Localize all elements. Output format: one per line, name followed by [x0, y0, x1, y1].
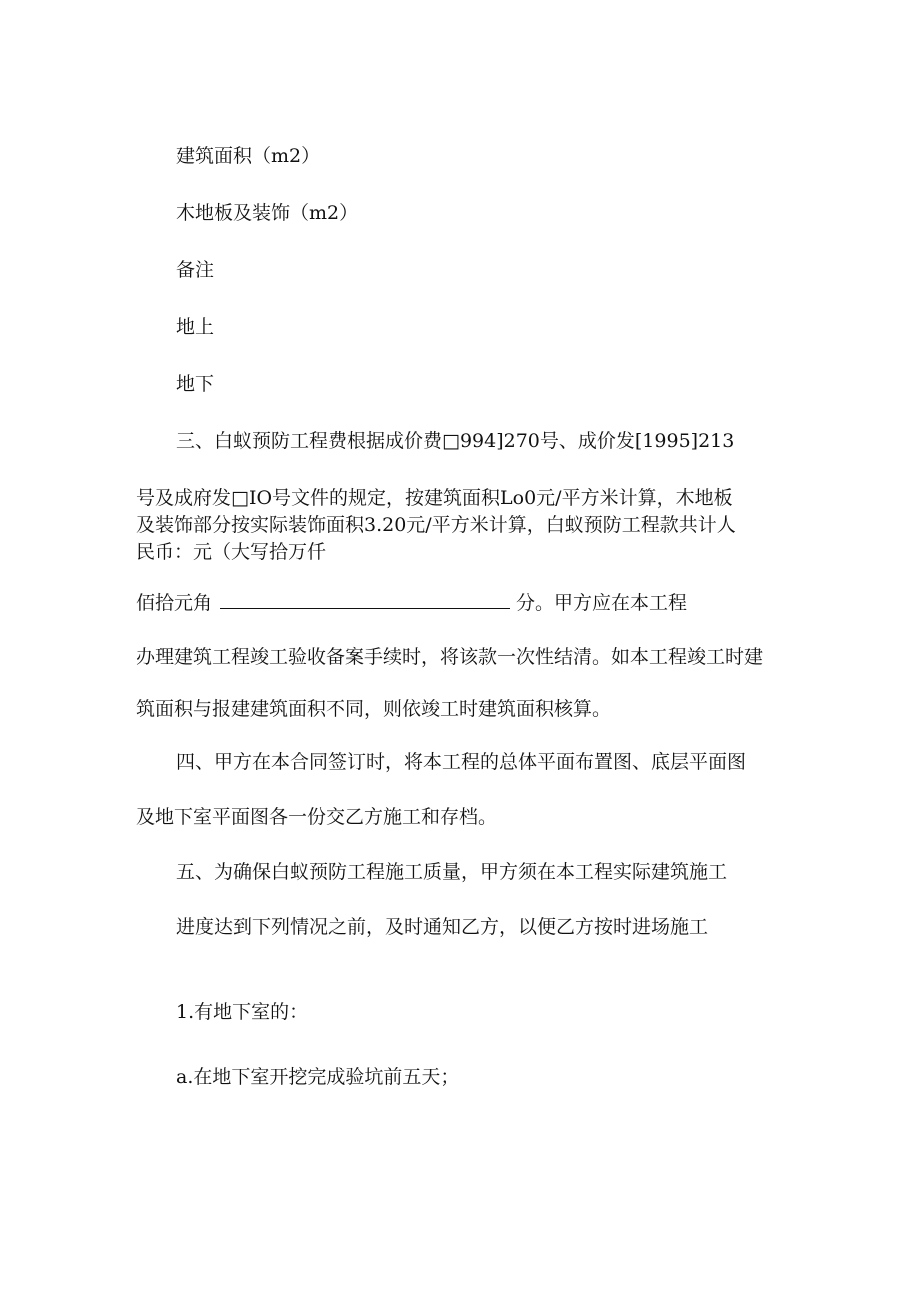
label-wood-floor: 木地板及装饰（m2） — [176, 202, 359, 224]
section3-line5 — [136, 590, 687, 615]
label-above-ground: 地上 — [176, 316, 215, 338]
amount-fen-label: 分。甲方应在本工程 — [516, 592, 688, 614]
section4-line2: 及地下室平面图各一份交乙方施工和存档。 — [136, 806, 498, 828]
list-item-1a: a.在地下室开挖完成验坑前五天； — [176, 1066, 460, 1088]
section3-line4: 民币：元（大写拾万仟 — [136, 541, 327, 563]
section5-line1: 五、为确保白蚁预防工程施工质量，甲方须在本工程实际建筑施工 — [176, 861, 728, 883]
section3-line7: 筑面积与报建建筑面积不同，则依竣工时建筑面积核算。 — [136, 698, 612, 720]
section3-line2: 号及成府发□IO号文件的规定，按建筑面积Lo0元/平方米计算，木地板 — [136, 487, 733, 509]
amount-blank-line — [220, 590, 510, 609]
label-underground: 地下 — [176, 373, 215, 395]
section3-line3: 及装饰部分按实际装饰面积3.20元/平方米计算，白蚁预防工程款共计人 — [136, 514, 736, 536]
label-building-area: 建筑面积（m2） — [176, 145, 321, 167]
section5-line2: 进度达到下列情况之前，及时通知乙方，以便乙方按时进场施工 — [176, 916, 709, 938]
section3-line6: 办理建筑工程竣工验收备案手续时，将该款一次性结清。如本工程竣工时建 — [136, 646, 764, 668]
amount-jiao-label: 佰拾元角 — [136, 592, 213, 614]
list-item-1: 1.有地下室的： — [176, 1001, 309, 1023]
section4-line1: 四、甲方在本合同签订时，将本工程的总体平面布置图、底层平面图 — [176, 751, 747, 773]
label-remarks: 备注 — [176, 259, 215, 281]
section3-line1: 三、白蚁预防工程费根据成价费□994]270号、成价发[1995]213 — [176, 430, 735, 452]
